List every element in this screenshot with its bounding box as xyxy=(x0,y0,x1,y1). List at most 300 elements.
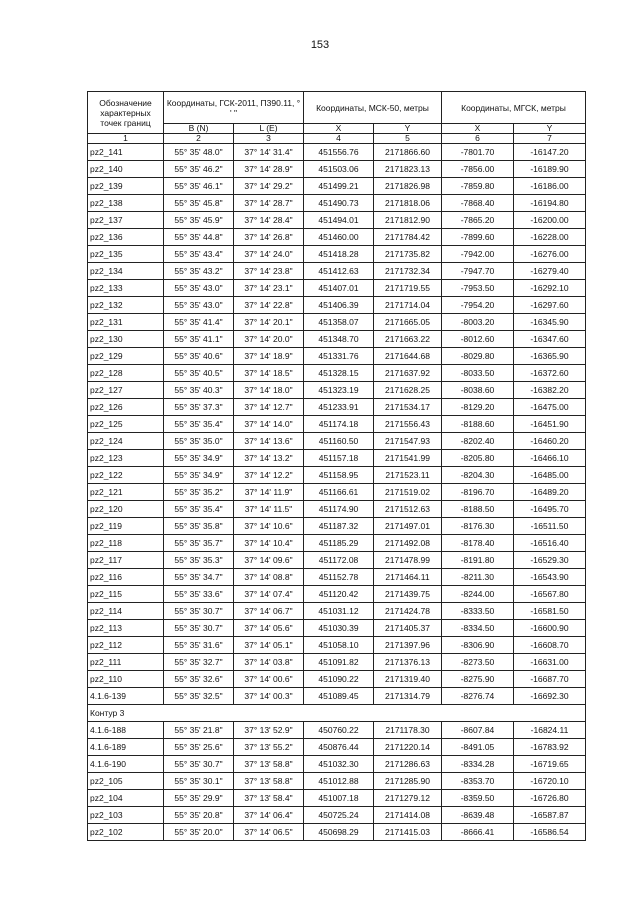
table-row xyxy=(88,467,586,484)
coordinate-cell: 55° 35' 30.7" xyxy=(164,620,234,637)
coordinate-cell: 2171519.02 xyxy=(374,484,442,501)
coordinate-cell: 37° 13' 58.8" xyxy=(234,756,304,773)
table-row xyxy=(88,348,586,365)
coordinate-cell: 37° 14' 28.7" xyxy=(234,195,304,212)
table-row xyxy=(88,331,586,348)
point-name-cell: pz2_126 xyxy=(88,399,164,416)
coordinate-cell: 451166.61 xyxy=(304,484,374,501)
coordinate-cell: -16489.20 xyxy=(514,484,586,501)
coordinate-cell: -16186.00 xyxy=(514,178,586,195)
coordinate-cell: 451089.45 xyxy=(304,688,374,705)
column-number-cell: 4 xyxy=(304,134,374,144)
coordinate-cell: 37° 14' 11.9" xyxy=(234,484,304,501)
coordinate-cell: -7953.50 xyxy=(442,280,514,297)
coordinate-cell: 2171719.55 xyxy=(374,280,442,297)
coordinate-cell: 451157.18 xyxy=(304,450,374,467)
coordinate-cell: 2171478.99 xyxy=(374,552,442,569)
table-row xyxy=(88,365,586,382)
point-name-cell: pz2_125 xyxy=(88,416,164,433)
coordinate-cell: 2171826.98 xyxy=(374,178,442,195)
coordinate-cell: -16687.70 xyxy=(514,671,586,688)
point-name-cell: pz2_134 xyxy=(88,263,164,280)
coordinate-cell: 37° 14' 29.2" xyxy=(234,178,304,195)
coordinate-cell: 37° 14' 13.6" xyxy=(234,433,304,450)
coordinate-cell: -16600.90 xyxy=(514,620,586,637)
coordinate-cell: 2171628.25 xyxy=(374,382,442,399)
point-name-cell: 4.1.6-189 xyxy=(88,739,164,756)
coordinate-cell: 55° 35' 30.7" xyxy=(164,756,234,773)
point-name-cell: pz2_102 xyxy=(88,824,164,841)
coordinate-cell: 55° 35' 43.0" xyxy=(164,297,234,314)
coordinate-cell: 451030.39 xyxy=(304,620,374,637)
coordinate-cell: 2171866.60 xyxy=(374,144,442,161)
coordinate-cell: 37° 14' 23.1" xyxy=(234,280,304,297)
coordinate-cell: -7868.40 xyxy=(442,195,514,212)
coordinate-cell: 37° 14' 20.1" xyxy=(234,314,304,331)
point-name-cell: 4.1.6-139 xyxy=(88,688,164,705)
coordinate-cell: 2171523.11 xyxy=(374,467,442,484)
coordinate-cell: -16228.00 xyxy=(514,229,586,246)
coordinate-cell: 37° 14' 18.9" xyxy=(234,348,304,365)
coordinate-cell: -8204.30 xyxy=(442,467,514,484)
coordinate-cell: 55° 35' 31.6" xyxy=(164,637,234,654)
coordinate-cell: 450876.44 xyxy=(304,739,374,756)
coordinate-cell: -8038.60 xyxy=(442,382,514,399)
table-row xyxy=(88,382,586,399)
coordinate-cell: -8188.60 xyxy=(442,416,514,433)
coordinate-cell: 451331.76 xyxy=(304,348,374,365)
coordinate-cell: 451490.73 xyxy=(304,195,374,212)
coordinate-cell: 37° 14' 06.7" xyxy=(234,603,304,620)
coordinate-cell: -8012.60 xyxy=(442,331,514,348)
coordinate-cell: -8244.00 xyxy=(442,586,514,603)
coordinate-cell: -8202.40 xyxy=(442,433,514,450)
coordinate-cell: -16586.54 xyxy=(514,824,586,841)
coordinate-cell: 37° 14' 08.8" xyxy=(234,569,304,586)
coordinate-cell: -16783.92 xyxy=(514,739,586,756)
coordinate-cell: 451348.70 xyxy=(304,331,374,348)
point-name-cell: pz2_114 xyxy=(88,603,164,620)
coordinate-cell: -16587.87 xyxy=(514,807,586,824)
point-name-cell: pz2_105 xyxy=(88,773,164,790)
table-row xyxy=(88,671,586,688)
coordinate-cell: 55° 35' 43.0" xyxy=(164,280,234,297)
coordinate-cell: 2171414.08 xyxy=(374,807,442,824)
coordinate-cell: -8273.50 xyxy=(442,654,514,671)
point-name-cell: pz2_119 xyxy=(88,518,164,535)
coordinate-cell: -8205.80 xyxy=(442,450,514,467)
coordinate-cell: 2171665.05 xyxy=(374,314,442,331)
coordinate-cell: 55° 35' 35.8" xyxy=(164,518,234,535)
coordinate-cell: 2171818.06 xyxy=(374,195,442,212)
table-row xyxy=(88,688,586,705)
coordinate-cell: -7947.70 xyxy=(442,263,514,280)
coordinate-cell: 37° 14' 10.4" xyxy=(234,535,304,552)
coordinate-cell: -8275.90 xyxy=(442,671,514,688)
coordinate-cell: -7801.70 xyxy=(442,144,514,161)
point-name-cell: pz2_140 xyxy=(88,161,164,178)
point-name-cell: pz2_128 xyxy=(88,365,164,382)
coordinate-cell: 55° 35' 41.4" xyxy=(164,314,234,331)
table-row xyxy=(88,501,586,518)
coordinate-cell: 37° 14' 18.0" xyxy=(234,382,304,399)
column-number-cell: 6 xyxy=(442,134,514,144)
coordinate-cell: -16485.00 xyxy=(514,467,586,484)
coordinate-cell: 2171644.68 xyxy=(374,348,442,365)
coordinate-cell: 37° 14' 05.1" xyxy=(234,637,304,654)
point-name-cell: pz2_104 xyxy=(88,790,164,807)
coordinate-cell: -7856.00 xyxy=(442,161,514,178)
coordinate-cell: -8033.50 xyxy=(442,365,514,382)
coordinate-cell: 55° 35' 33.6" xyxy=(164,586,234,603)
subheader-cell: Y xyxy=(374,124,442,134)
coordinate-cell: 450725.24 xyxy=(304,807,374,824)
coordinate-cell: -8029.80 xyxy=(442,348,514,365)
page-number: 153 xyxy=(310,39,330,51)
coordinate-cell: 2171637.92 xyxy=(374,365,442,382)
coordinate-cell: 451358.07 xyxy=(304,314,374,331)
subheader-cell: L (E) xyxy=(234,124,304,134)
coordinate-cell: 55° 35' 35.0" xyxy=(164,433,234,450)
column-number-cell: 7 xyxy=(514,134,586,144)
coordinate-cell: 451187.32 xyxy=(304,518,374,535)
coordinate-cell: 37° 14' 07.4" xyxy=(234,586,304,603)
table-row xyxy=(88,450,586,467)
column-number-cell: 2 xyxy=(164,134,234,144)
point-name-cell: pz2_103 xyxy=(88,807,164,824)
coordinate-cell: 55° 35' 34.9" xyxy=(164,467,234,484)
coordinate-cell: -16567.80 xyxy=(514,586,586,603)
coordinate-cell: 55° 35' 37.3" xyxy=(164,399,234,416)
coordinate-cell: -8306.90 xyxy=(442,637,514,654)
coordinate-cell: 55° 35' 43.4" xyxy=(164,246,234,263)
coordinate-cell: 37° 14' 18.5" xyxy=(234,365,304,382)
header-msk: Координаты, МСК-50, метры xyxy=(304,92,442,124)
coordinate-cell: 451174.90 xyxy=(304,501,374,518)
coordinate-cell: 2171735.82 xyxy=(374,246,442,263)
column-number-cell: 5 xyxy=(374,134,442,144)
coordinate-cell: 37° 14' 00.3" xyxy=(234,688,304,705)
point-name-cell: pz2_113 xyxy=(88,620,164,637)
table-row xyxy=(88,739,586,756)
coordinate-cell: 55° 35' 44.8" xyxy=(164,229,234,246)
coordinate-cell: -8666.41 xyxy=(442,824,514,841)
coordinate-cell: 2171286.63 xyxy=(374,756,442,773)
coordinate-cell: 55° 35' 34.9" xyxy=(164,450,234,467)
coordinate-cell: 37° 14' 31.4" xyxy=(234,144,304,161)
coordinate-cell: -16495.70 xyxy=(514,501,586,518)
coordinate-cell: 55° 35' 32.6" xyxy=(164,671,234,688)
coordinate-cell: 451090.22 xyxy=(304,671,374,688)
coordinate-cell: 451406.39 xyxy=(304,297,374,314)
coordinate-cell: 2171178.30 xyxy=(374,722,442,739)
coordinate-cell: 55° 35' 25.6" xyxy=(164,739,234,756)
coordinate-cell: 2171547.93 xyxy=(374,433,442,450)
coordinate-cell: -8334.50 xyxy=(442,620,514,637)
coordinate-cell: 2171732.34 xyxy=(374,263,442,280)
coordinate-cell: 451091.82 xyxy=(304,654,374,671)
coordinate-cell: 451120.42 xyxy=(304,586,374,603)
table-row xyxy=(88,314,586,331)
coordinate-cell: -7859.80 xyxy=(442,178,514,195)
subheader-cell: Y xyxy=(514,124,586,134)
coordinate-cell: -16200.00 xyxy=(514,212,586,229)
coordinate-cell: 2171279.12 xyxy=(374,790,442,807)
table-row xyxy=(88,399,586,416)
coordinate-cell: 451012.88 xyxy=(304,773,374,790)
coordinate-cell: -16147.20 xyxy=(514,144,586,161)
coordinate-cell: -16824.11 xyxy=(514,722,586,739)
coordinate-cell: -16451.90 xyxy=(514,416,586,433)
coordinate-cell: -16529.30 xyxy=(514,552,586,569)
table-row xyxy=(88,603,586,620)
column-number-cell: 1 xyxy=(88,134,164,144)
coordinate-cell: 2171512.63 xyxy=(374,501,442,518)
coordinate-cell: 2171319.40 xyxy=(374,671,442,688)
coordinate-cell: 451032.30 xyxy=(304,756,374,773)
coordinate-cell: 55° 35' 29.9" xyxy=(164,790,234,807)
point-name-cell: pz2_136 xyxy=(88,229,164,246)
table-row xyxy=(88,297,586,314)
coordinate-cell: -16692.30 xyxy=(514,688,586,705)
header-designation: Обозначение характерных точек границ xyxy=(88,92,164,134)
coordinate-cell: -8639.48 xyxy=(442,807,514,824)
coordinate-cell: 37° 14' 12.7" xyxy=(234,399,304,416)
coordinate-cell: 451233.91 xyxy=(304,399,374,416)
coordinate-cell: 37° 14' 00.6" xyxy=(234,671,304,688)
table-row xyxy=(88,263,586,280)
coordinate-cell: 55° 35' 35.3" xyxy=(164,552,234,569)
coordinate-cell: 55° 35' 32.5" xyxy=(164,688,234,705)
coordinate-cell: -16347.60 xyxy=(514,331,586,348)
table-row xyxy=(88,824,586,841)
coordinate-cell: 451503.06 xyxy=(304,161,374,178)
coordinate-cell: 37° 13' 58.4" xyxy=(234,790,304,807)
point-name-cell: pz2_141 xyxy=(88,144,164,161)
coordinate-cell: -8334.28 xyxy=(442,756,514,773)
table-row xyxy=(88,280,586,297)
coordinate-cell: -16372.60 xyxy=(514,365,586,382)
coordinate-cell: 2171663.22 xyxy=(374,331,442,348)
coordinate-cell: 2171497.01 xyxy=(374,518,442,535)
coordinate-cell: 37° 13' 55.2" xyxy=(234,739,304,756)
point-name-cell: pz2_124 xyxy=(88,433,164,450)
coordinate-cell: 451460.00 xyxy=(304,229,374,246)
coordinate-cell: 37° 14' 09.6" xyxy=(234,552,304,569)
table-row xyxy=(88,535,586,552)
coordinate-cell: 451499.21 xyxy=(304,178,374,195)
coordinate-cell: -7899.60 xyxy=(442,229,514,246)
coordinate-cell: 37° 14' 06.5" xyxy=(234,824,304,841)
coordinate-cell: 37° 13' 52.9" xyxy=(234,722,304,739)
coordinate-cell: 2171492.08 xyxy=(374,535,442,552)
coordinate-cell: 37° 13' 58.8" xyxy=(234,773,304,790)
coordinate-cell: 2171397.96 xyxy=(374,637,442,654)
coordinate-cell: 2171823.13 xyxy=(374,161,442,178)
coordinate-cell: 55° 35' 46.2" xyxy=(164,161,234,178)
coordinate-cell: -8178.40 xyxy=(442,535,514,552)
coordinate-cell: -8003.20 xyxy=(442,314,514,331)
point-name-cell: pz2_122 xyxy=(88,467,164,484)
coordinate-cell: 55° 35' 40.5" xyxy=(164,365,234,382)
coordinate-cell: 451494.01 xyxy=(304,212,374,229)
point-name-cell: pz2_111 xyxy=(88,654,164,671)
coordinate-cell: 450698.29 xyxy=(304,824,374,841)
table-row xyxy=(88,552,586,569)
coordinate-cell: 37° 14' 03.8" xyxy=(234,654,304,671)
coordinate-cell: -16581.50 xyxy=(514,603,586,620)
subheader-cell: B (N) xyxy=(164,124,234,134)
table-row xyxy=(88,212,586,229)
coordinate-cell: 2171714.04 xyxy=(374,297,442,314)
coordinate-cell: -16726.80 xyxy=(514,790,586,807)
coordinate-cell: -16194.80 xyxy=(514,195,586,212)
point-name-cell: pz2_115 xyxy=(88,586,164,603)
coordinate-cell: 37° 14' 26.8" xyxy=(234,229,304,246)
coordinate-cell: -16608.70 xyxy=(514,637,586,654)
coordinate-cell: 37° 14' 22.8" xyxy=(234,297,304,314)
coordinate-cell: -8191.80 xyxy=(442,552,514,569)
point-name-cell: pz2_137 xyxy=(88,212,164,229)
point-name-cell: pz2_121 xyxy=(88,484,164,501)
coordinate-cell: -16543.90 xyxy=(514,569,586,586)
point-name-cell: 4.1.6-188 xyxy=(88,722,164,739)
coordinate-cell: 451031.12 xyxy=(304,603,374,620)
coordinate-cell: -16345.90 xyxy=(514,314,586,331)
coordinate-cell: 451323.19 xyxy=(304,382,374,399)
coordinate-cell: 55° 35' 34.7" xyxy=(164,569,234,586)
coordinate-cell: 37° 14' 06.4" xyxy=(234,807,304,824)
table-row xyxy=(88,484,586,501)
coordinate-cell: 55° 35' 32.7" xyxy=(164,654,234,671)
coordinate-cell: -16466.10 xyxy=(514,450,586,467)
point-name-cell: pz2_112 xyxy=(88,637,164,654)
coordinate-cell: -8276.74 xyxy=(442,688,514,705)
coordinate-cell: 55° 35' 45.9" xyxy=(164,212,234,229)
coordinate-cell: 37° 14' 20.0" xyxy=(234,331,304,348)
point-name-cell: pz2_133 xyxy=(88,280,164,297)
coordinate-cell: 451158.95 xyxy=(304,467,374,484)
coordinate-cell: -16460.20 xyxy=(514,433,586,450)
table-row xyxy=(88,620,586,637)
coordinate-cell: 37° 14' 24.0" xyxy=(234,246,304,263)
coordinate-cell: 2171424.78 xyxy=(374,603,442,620)
coordinate-cell: -16631.00 xyxy=(514,654,586,671)
point-name-cell: pz2_130 xyxy=(88,331,164,348)
coordinate-cell: 37° 14' 10.6" xyxy=(234,518,304,535)
coordinate-cell: 2171314.79 xyxy=(374,688,442,705)
coordinate-cell: 2171784.42 xyxy=(374,229,442,246)
table-row xyxy=(88,161,586,178)
header-mgsk: Координаты, МГСК, метры xyxy=(442,92,586,124)
coordinate-cell: -8359.50 xyxy=(442,790,514,807)
table-row xyxy=(88,518,586,535)
coordinate-cell: 37° 14' 12.2" xyxy=(234,467,304,484)
subheader-cell: X xyxy=(442,124,514,134)
header-gsk: Координаты, ГСК-2011, П390.11, ° ' " xyxy=(164,92,304,124)
point-name-cell: pz2_129 xyxy=(88,348,164,365)
coordinate-cell: 451556.76 xyxy=(304,144,374,161)
coordinate-cell: 2171415.03 xyxy=(374,824,442,841)
coordinate-cell: 37° 14' 28.9" xyxy=(234,161,304,178)
coordinate-cell: -8353.70 xyxy=(442,773,514,790)
point-name-cell: pz2_127 xyxy=(88,382,164,399)
coordinate-cell: 2171285.90 xyxy=(374,773,442,790)
coordinate-cell: 37° 14' 11.5" xyxy=(234,501,304,518)
table-row xyxy=(88,756,586,773)
coordinate-cell: 2171405.37 xyxy=(374,620,442,637)
coordinate-cell: 451407.01 xyxy=(304,280,374,297)
coordinate-cell: 37° 14' 05.6" xyxy=(234,620,304,637)
coordinates-table xyxy=(87,91,586,841)
section-label: Контур 3 xyxy=(88,705,586,722)
coordinate-cell: 55° 35' 48.0" xyxy=(164,144,234,161)
point-name-cell: pz2_120 xyxy=(88,501,164,518)
coordinate-cell: 451160.50 xyxy=(304,433,374,450)
point-name-cell: pz2_138 xyxy=(88,195,164,212)
coordinate-cell: 55° 35' 20.0" xyxy=(164,824,234,841)
coordinate-cell: -7942.00 xyxy=(442,246,514,263)
table-row xyxy=(88,178,586,195)
coordinate-cell: -16475.00 xyxy=(514,399,586,416)
coordinate-cell: 55° 35' 35.2" xyxy=(164,484,234,501)
coordinate-cell: -16279.40 xyxy=(514,263,586,280)
coordinate-cell: 55° 35' 41.1" xyxy=(164,331,234,348)
coordinate-cell: 451412.63 xyxy=(304,263,374,280)
coordinate-cell: -16720.10 xyxy=(514,773,586,790)
coordinate-cell: 451328.15 xyxy=(304,365,374,382)
coordinate-cell: 37° 14' 23.8" xyxy=(234,263,304,280)
coordinate-cell: 55° 35' 43.2" xyxy=(164,263,234,280)
coordinate-cell: -8129.20 xyxy=(442,399,514,416)
table-row xyxy=(88,773,586,790)
coordinate-cell: 2171376.13 xyxy=(374,654,442,671)
coordinate-cell: 2171464.11 xyxy=(374,569,442,586)
point-name-cell: pz2_131 xyxy=(88,314,164,331)
coordinate-cell: -16292.10 xyxy=(514,280,586,297)
table-row xyxy=(88,586,586,603)
coordinate-cell: 451418.28 xyxy=(304,246,374,263)
coordinate-cell: -16297.60 xyxy=(514,297,586,314)
coordinate-cell: -16516.40 xyxy=(514,535,586,552)
coordinate-cell: 451058.10 xyxy=(304,637,374,654)
coordinate-cell: 55° 35' 35.7" xyxy=(164,535,234,552)
coordinate-cell: 2171541.99 xyxy=(374,450,442,467)
point-name-cell: pz2_139 xyxy=(88,178,164,195)
table-row xyxy=(88,433,586,450)
coordinate-cell: -16365.90 xyxy=(514,348,586,365)
coordinate-cell: 2171439.75 xyxy=(374,586,442,603)
coordinate-cell: 451152.78 xyxy=(304,569,374,586)
table-row xyxy=(88,195,586,212)
coordinate-cell: 451174.18 xyxy=(304,416,374,433)
coordinate-cell: 451185.29 xyxy=(304,535,374,552)
point-name-cell: pz2_118 xyxy=(88,535,164,552)
point-name-cell: pz2_117 xyxy=(88,552,164,569)
table-row xyxy=(88,722,586,739)
coordinate-cell: 2171556.43 xyxy=(374,416,442,433)
coordinate-cell: 37° 14' 28.4" xyxy=(234,212,304,229)
coordinate-cell: 451172.08 xyxy=(304,552,374,569)
column-number-cell: 3 xyxy=(234,134,304,144)
coordinate-cell: -8196.70 xyxy=(442,484,514,501)
coordinate-cell: 55° 35' 40.6" xyxy=(164,348,234,365)
subheader-cell: X xyxy=(304,124,374,134)
point-name-cell: pz2_116 xyxy=(88,569,164,586)
table-row xyxy=(88,790,586,807)
table-row xyxy=(88,229,586,246)
coordinate-cell: -16189.90 xyxy=(514,161,586,178)
